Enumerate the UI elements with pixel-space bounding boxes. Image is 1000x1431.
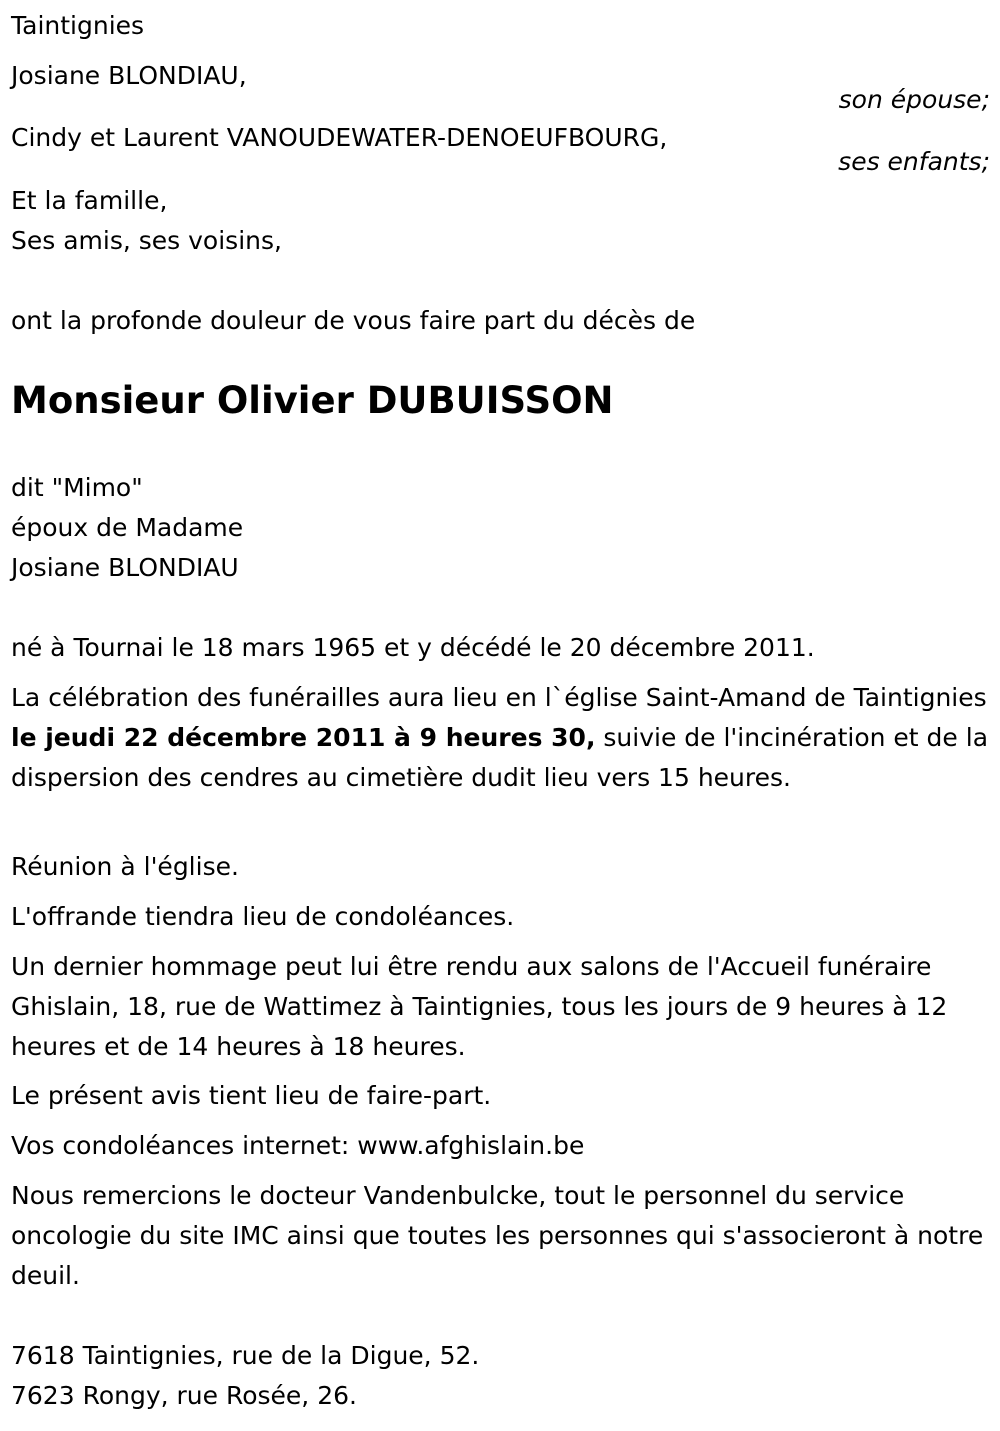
notice-line: Le présent avis tient lieu de faire-part. [11,1081,492,1110]
announcement-line: ont la profonde douleur de vous faire part du décès de [11,306,696,335]
funeral-text-end: suivie de l'incinération et de la dispersion des cendres au cimetière dudit lieu vers 15 heures. [11,723,989,792]
birth-death-line: né à Tournai le 18 mars 1965 et y décédé le 20 décembre 2011. [11,633,815,662]
meeting-line: Réunion à l'église. [11,852,239,881]
children-names: Cindy et Laurent VANOUDEWATER-DENOEUFBOURG, [11,123,668,152]
spouse-role: son épouse; [838,85,990,114]
family-line: Et la famille, [11,186,168,215]
deceased-name: Monsieur Olivier DUBUISSON [11,379,614,422]
address-line: 7623 Rongy, rue Rosée, 26. [11,1381,357,1410]
children-role: ses enfants; [838,147,990,176]
funeral-text-start: La célébration des funérailles aura lieu en l`église Saint-Amand de Taintignies [11,683,987,712]
funeral-date-time: le jeudi 22 décembre 2011 à 9 heures 30, [11,723,596,752]
friends-line: Ses amis, ses voisins, [11,226,282,255]
spouse-of-line: époux de Madame [11,513,244,542]
tribute-paragraph: Un dernier hommage peut lui être rendu aux salons de l'Accueil funéraire Ghislain, 18, rue de Wattimez à Taintignies, tous les jours de 9 heures à 12 heures et de 14 heures à 18 heures. [11,952,948,1061]
place-name: Taintignies [11,11,145,40]
nickname-line: dit "Mimo" [11,473,143,502]
condolences-line: Vos condoléances internet: www.afghislain.be [11,1131,585,1160]
spouse-of-name: Josiane BLONDIAU [11,553,239,582]
thanks-paragraph: Nous remercions le docteur Vandenbulcke, tout le personnel du service oncologie du site IMC ainsi que toutes les personnes qui s'associeront à notre deuil. [11,1181,984,1290]
spouse-name: Josiane BLONDIAU, [11,61,247,90]
offering-line: L'offrande tiendra lieu de condoléances. [11,902,515,931]
funeral-paragraph [11,678,991,798]
address-line: 7618 Taintignies, rue de la Digue, 52. [11,1341,480,1370]
